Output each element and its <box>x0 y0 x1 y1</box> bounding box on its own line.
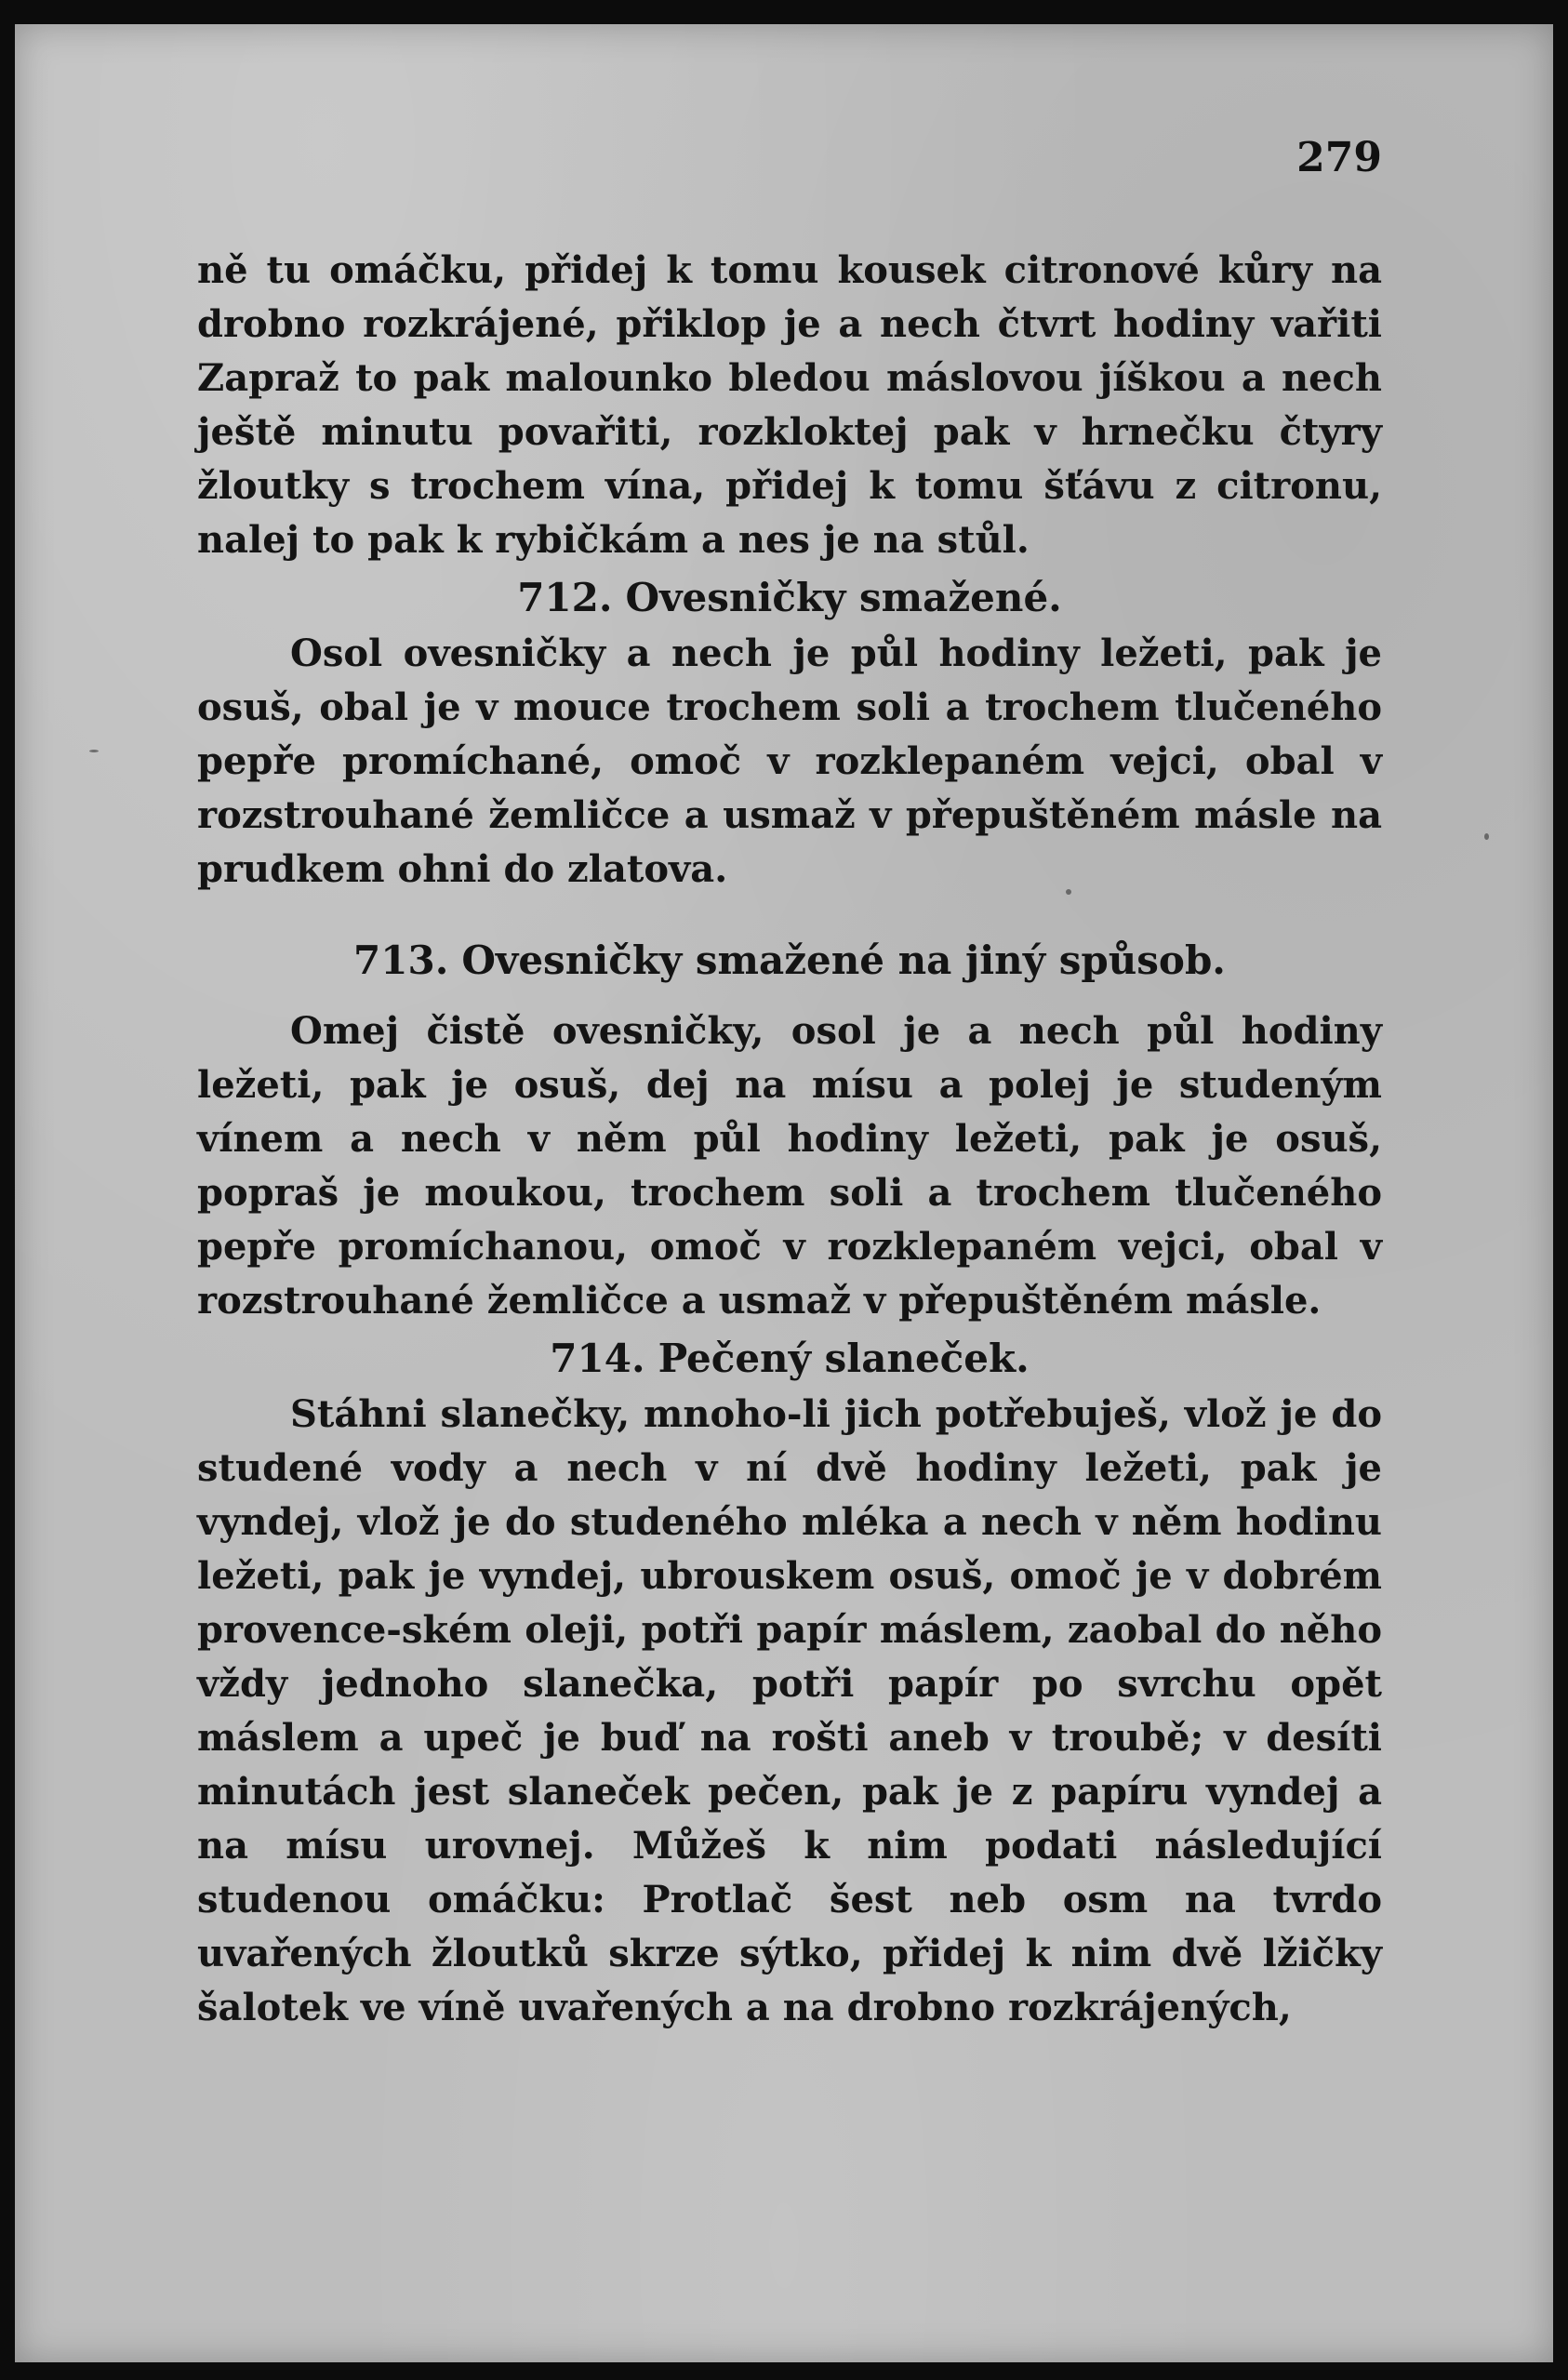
recipe-title: Ovesničky smažené. <box>625 575 1062 620</box>
book-page <box>15 24 1553 2362</box>
recipe-714-text: Stáhni slanečky, mnoho-li jich potřebuješ, vlož je do studené vody a nech v ní dvě hodiny ležeti, pak je vyndej, vlož je do studeného mléka a nech v něm hodinu ležeti, pak je vyndej, ubrouskem osuš, omoč je v dobrém provence-ském oleji, potři papír máslem, zaobal do něho vždy jednoho slanečka, potři papír po svrchu opět máslem a upeč je buď na rošti aneb v troubě; v desíti minutách jest slaneček pečen, pak je z papíru vyndej a na mísu urovnej. Můžeš k nim podati následující studenou omáčku: Protlač šest neb osm na tvrdo uvařených žloutků skrze sýtko, přidej k nim dvě lžičky šalotek ve víně uvařených a na drobno rozkrájených, <box>197 1392 1382 2029</box>
recipe-title: Ovesničky smažené na jiný spůsob. <box>461 937 1226 983</box>
recipe-713-text: Omej čistě ovesničky, osol je a nech půl hodiny ležeti, pak je osuš, dej na mísu a polej je studeným vínem a nech v něm půl hodiny ležeti, pak je osuš, popraš je moukou, trochem soli a trochem tlučeného pepře promíchanou, omoč v rozklepaném vejci, obal v rozstrouhané žemličce a usmaž v přepuštěném másle. <box>197 1009 1382 1323</box>
recipe-712-heading <box>197 571 1382 625</box>
recipe-714-heading <box>197 1332 1382 1386</box>
paper-speck <box>1484 833 1489 840</box>
page-body <box>197 244 1382 2035</box>
paper-speck <box>89 750 99 752</box>
recipe-number: 713. <box>353 937 449 983</box>
recipe-712-text: Osol ovesničky a nech je půl hodiny ležeti, pak je osuš, obal je v mouce trochem soli a trochem tlučeného pepře promíchané, omoč v rozklepaném vejci, obal v rozstrouhané žemličce a usmaž v přepuštěném másle na prudkem ohni do zlatova. <box>197 632 1382 891</box>
continuation-paragraph: ně tu omáčku, přidej k tomu kousek citronové kůry na drobno rozkrájené, přiklop je a nech čtvrt hodiny vařiti Zapraž to pak malounko bledou máslovou jíškou a nech ještě minutu povařiti, rozkloktej pak v hrnečku čtyry žloutky s trochem vína, přidej k tomu šťávu z citronu, nalej to pak k rybičkám a nes je na stůl. <box>197 248 1382 562</box>
page-number: 279 <box>1296 134 1382 181</box>
recipe-713-heading <box>197 934 1382 988</box>
recipe-number: 714. <box>550 1336 645 1381</box>
recipe-title: Pečený slaneček. <box>658 1336 1030 1381</box>
paper-speck <box>1066 889 1071 895</box>
recipe-number: 712. <box>517 575 613 620</box>
